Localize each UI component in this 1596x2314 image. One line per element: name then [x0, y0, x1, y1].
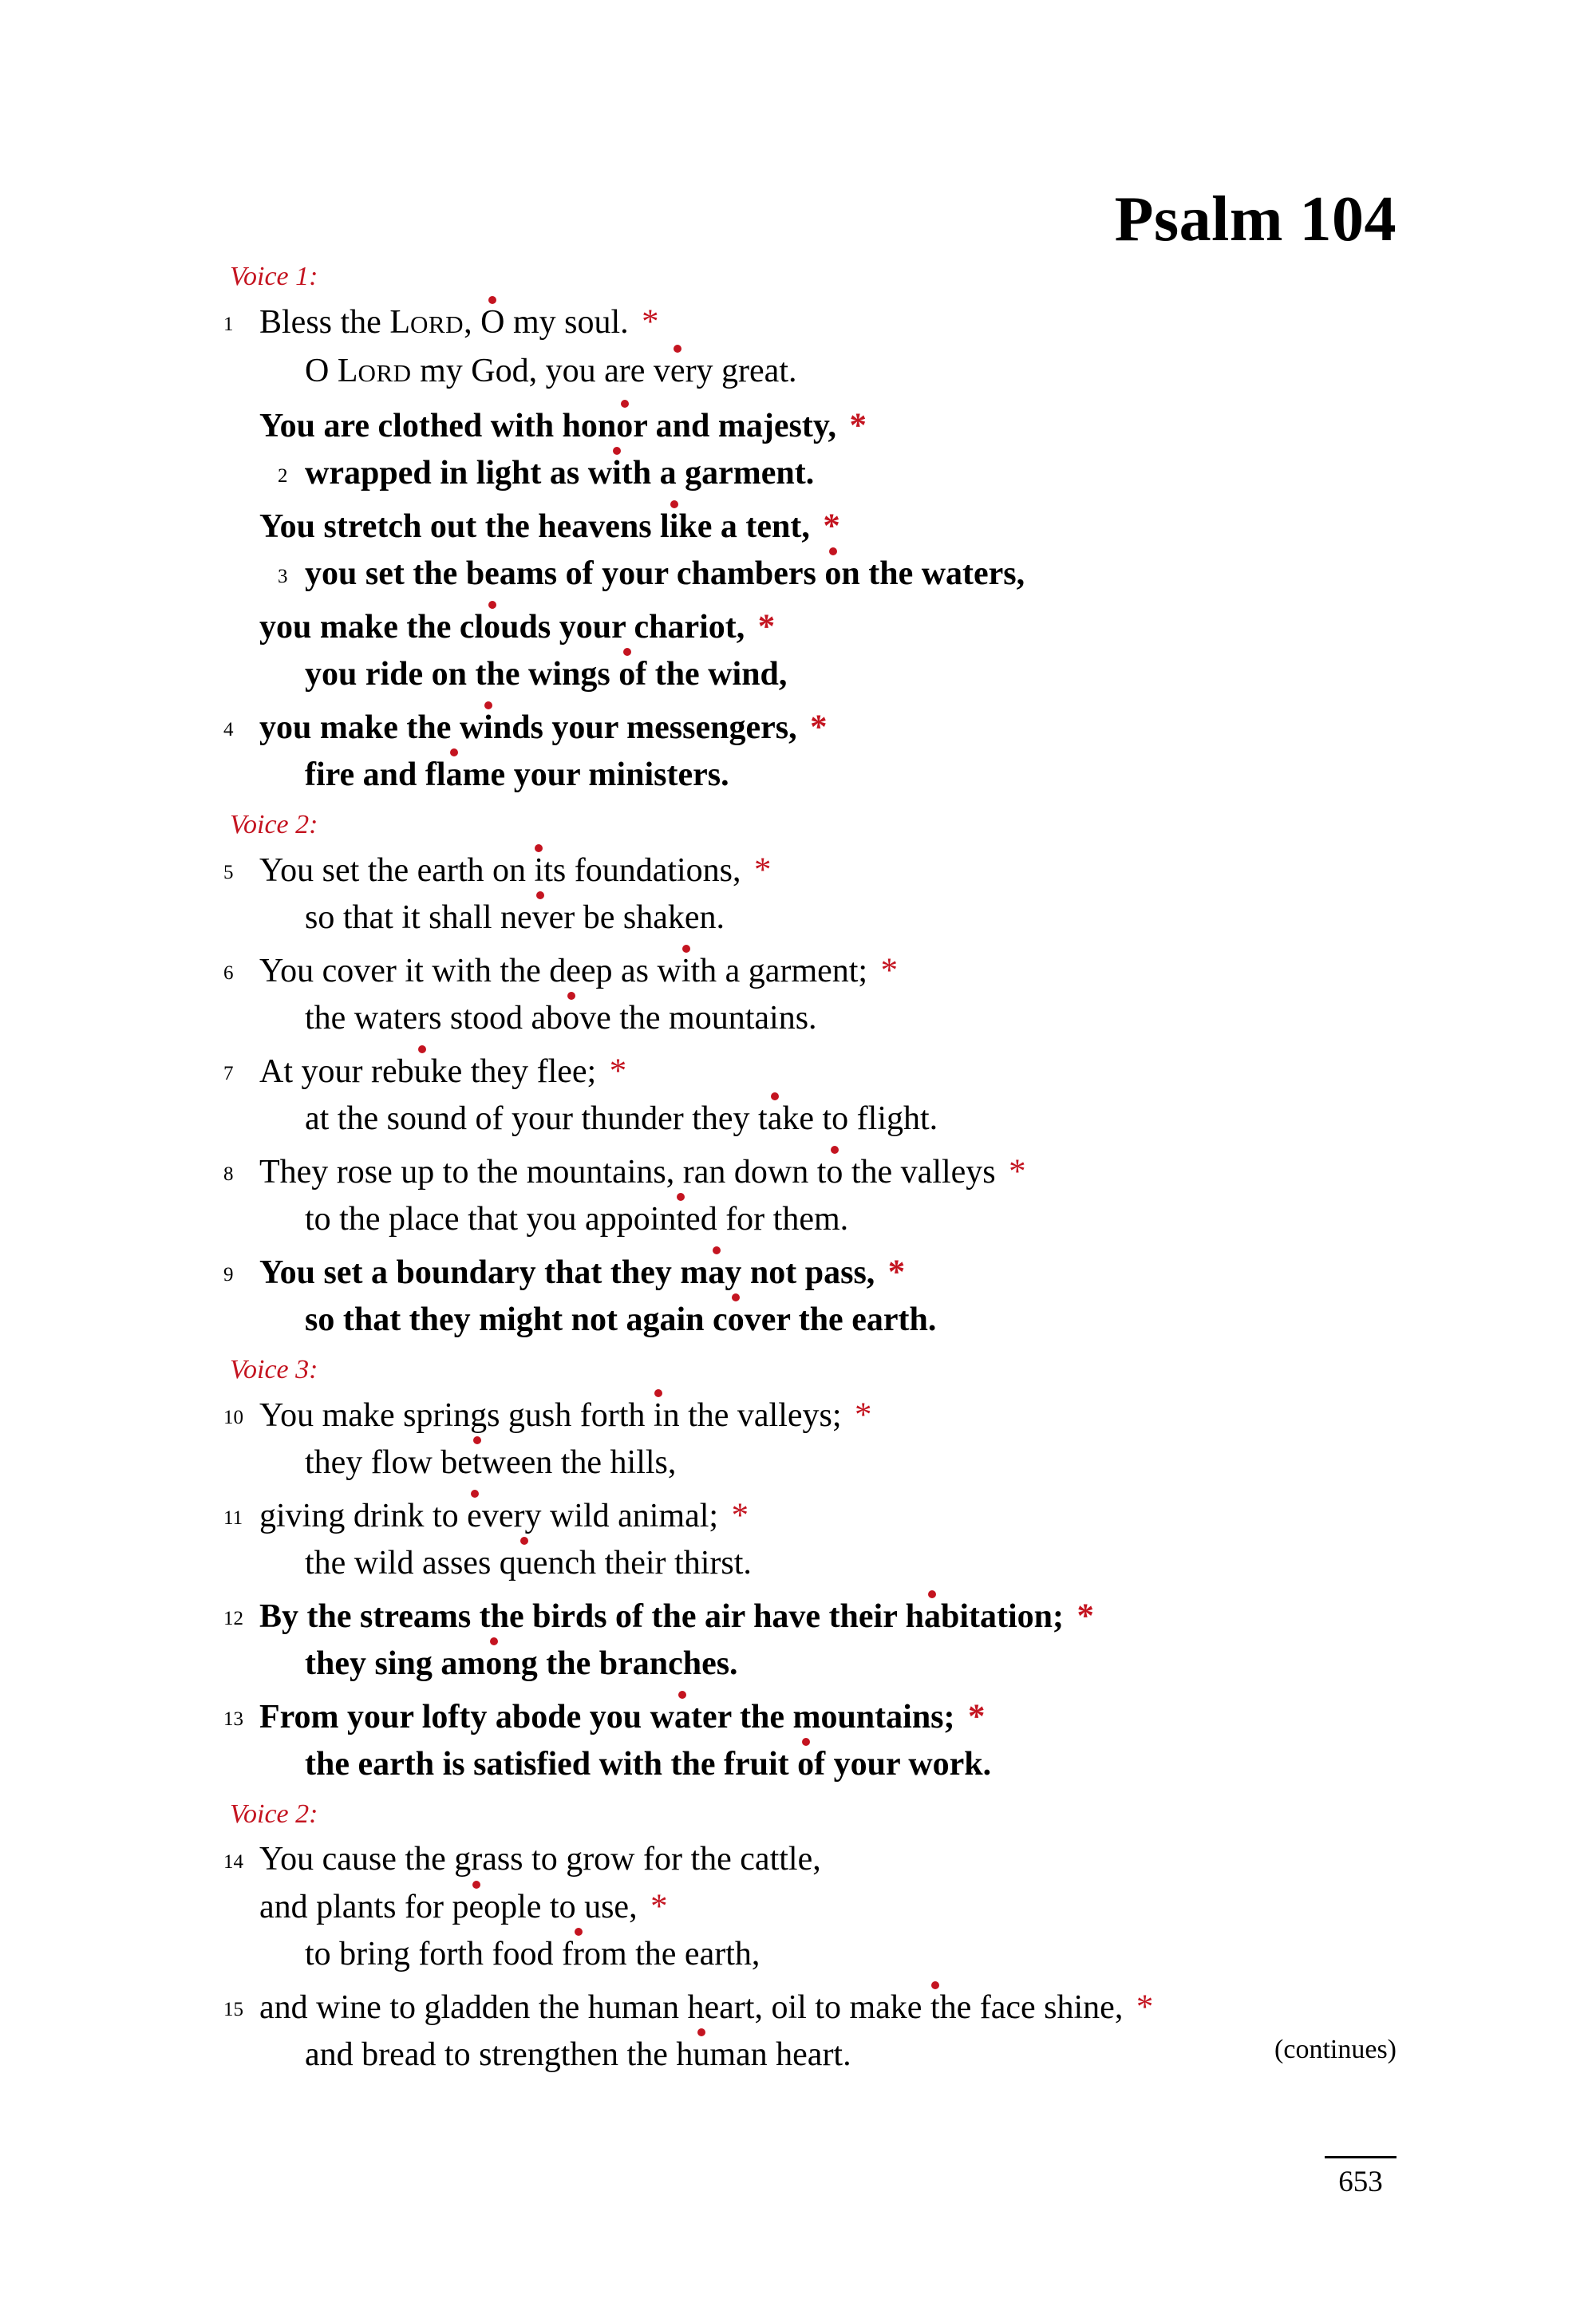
chant-point-dot: O [480, 304, 505, 341]
verse-line [223, 1593, 1396, 1641]
divine-name-small-caps-part: ORD [358, 359, 412, 387]
verse-text: and plants for people to use, * [259, 1888, 668, 1925]
verse-asterisk: * [642, 303, 659, 341]
verse-text: You set a boundary that they may not pass, * [259, 1254, 906, 1291]
verse-asterisk: * [1136, 1988, 1154, 2026]
page-number: 653 [1338, 2166, 1383, 2198]
chant-point-dot: a [708, 1254, 725, 1291]
verse-text: to the place that you appointed for them. [305, 1201, 849, 1238]
verse-line [230, 1439, 1396, 1487]
psalm-verse [230, 603, 1396, 698]
verse-line [230, 402, 1396, 450]
verse-asterisk: * [650, 1888, 668, 1925]
verse-text: the waters stood above the mountains. [305, 1000, 817, 1037]
chant-point-dot: t [676, 1201, 686, 1238]
psalm-verse [223, 947, 1396, 1042]
verse-number: 14 [223, 1851, 243, 1873]
verse-text: You cover it with the deep as with a garment; * [259, 952, 899, 989]
verse-line [223, 847, 1396, 894]
chant-point-dot: e [468, 1889, 484, 1925]
verse-line [230, 1931, 1396, 1978]
chant-point-dot: t [472, 1444, 482, 1481]
verse-line [230, 1096, 1396, 1143]
verse-line [230, 1196, 1396, 1243]
verse-number: 10 [223, 1407, 243, 1428]
chant-point-dot: a [923, 1598, 941, 1635]
page-footer [1325, 2156, 1396, 2199]
verse-number: 13 [223, 1708, 243, 1730]
psalm-verse [223, 1249, 1396, 1344]
continues-note: (continues) [1274, 2035, 1396, 2064]
verse-line [223, 1693, 1396, 1741]
chant-point-dot: o [727, 1301, 745, 1338]
psalm-verse [223, 1148, 1396, 1243]
verse-number: 7 [223, 1063, 234, 1084]
verse-text: you ride on the wings of the wind, [305, 656, 788, 693]
chant-point-dot: v [531, 899, 549, 936]
chant-point-dot: a [445, 756, 463, 793]
chant-point-dot: o [618, 656, 636, 693]
divine-name-small-caps-part: ORD [409, 310, 464, 338]
verse-text: O LORD my God, you are very great. [305, 353, 797, 389]
verse-text: to bring forth food from the earth, [305, 1936, 760, 1972]
verse-text: so that they might not again cover the earth. [305, 1301, 937, 1338]
chant-point-dot: i [653, 1397, 663, 1434]
verse-line [230, 2032, 1396, 2079]
verse-line [230, 1741, 1396, 1788]
chant-point-dot: i [612, 455, 622, 492]
verse-text: By the streams the birds of the air have their habitation; * [259, 1597, 1094, 1635]
verse-line [230, 503, 1396, 551]
verse-asterisk: * [849, 407, 867, 444]
verse-text: you set the beams of your chambers on the waters, [305, 555, 1025, 592]
verse-line [230, 894, 1396, 942]
verse-number: 1 [223, 314, 234, 335]
chant-point-dot: o [485, 1645, 503, 1682]
chant-point-dot: o [824, 555, 842, 592]
verse-line [230, 551, 1396, 598]
chant-point-dot: u [516, 1545, 533, 1581]
verse-asterisk: * [609, 1052, 627, 1090]
verse-asterisk: * [1077, 1597, 1094, 1635]
psalm-verse [223, 298, 1396, 397]
verse-text: You stretch out the heavens like a tent, * [259, 507, 840, 545]
verse-number: 12 [223, 1608, 243, 1629]
verse-line [230, 1883, 1396, 1931]
psalm-verse [223, 1048, 1396, 1143]
verse-number: 3 [278, 566, 288, 587]
chant-point-dot: a [674, 1699, 691, 1736]
verse-line [223, 1048, 1396, 1096]
chant-point-dot: r [572, 1936, 584, 1972]
voice-label: Voice 3: [230, 1355, 318, 1384]
verse-asterisk: * [810, 709, 828, 746]
psalm-verse [223, 1984, 1396, 2079]
chant-point-dot: u [693, 2036, 710, 2073]
voice-label: Voice 2: [230, 810, 318, 839]
chant-point-dot: o [826, 1154, 843, 1191]
verse-asterisk: * [754, 851, 772, 889]
verse-asterisk: * [968, 1698, 986, 1736]
verse-line [230, 1297, 1396, 1344]
verse-asterisk: * [1009, 1153, 1026, 1191]
verse-asterisk: * [887, 1254, 906, 1291]
verse-text: they sing among the branches. [305, 1645, 738, 1682]
psalm-title: Psalm 104 [1114, 184, 1396, 255]
chant-point-dot: a [767, 1100, 783, 1137]
psalm-verse [223, 704, 1396, 799]
chant-point-dot: t [930, 1989, 940, 2026]
verse-line [223, 704, 1396, 752]
voice-label: Voice 2: [230, 1799, 318, 1829]
verse-text: giving drink to every wild animal; * [259, 1497, 749, 1534]
verse-line [223, 1836, 1396, 1883]
verse-text: Bless the LORD, O my soul. * [259, 303, 659, 341]
verse-text: so that it shall never be shaken. [305, 899, 725, 936]
voice-label: Voice 1: [230, 262, 318, 291]
verse-number: 8 [223, 1163, 234, 1185]
chant-point-dot: i [681, 953, 691, 989]
verse-line [230, 651, 1396, 698]
verse-line [223, 947, 1396, 995]
verse-line [223, 1984, 1396, 2032]
verse-text: at the sound of your thunder they take to flight. [305, 1100, 938, 1137]
verse-number: 5 [223, 862, 234, 883]
verse-number: 9 [223, 1264, 234, 1285]
chant-point-dot: i [669, 508, 679, 545]
chant-point-dot: e [467, 1498, 482, 1534]
verse-text: and wine to gladden the human heart, oil to make the face shine, * [259, 1988, 1154, 2026]
chant-point-dot: e [670, 353, 685, 389]
verse-line [223, 1492, 1396, 1540]
psalm-verse [223, 1392, 1396, 1487]
verse-text: wrapped in light as with a garment. [305, 455, 815, 492]
verse-text: You are clothed with honor and majesty, * [259, 407, 867, 444]
verse-asterisk: * [880, 952, 899, 989]
verse-text: and bread to strengthen the human heart. [305, 2036, 851, 2073]
psalm-verse [223, 1836, 1396, 1978]
verse-line [223, 1392, 1396, 1439]
verse-text: You make springs gush forth in the valleys; * [259, 1396, 872, 1434]
verse-line [223, 1249, 1396, 1297]
chant-point-dot: o [563, 1000, 580, 1037]
verse-asterisk: * [823, 507, 840, 545]
verse-number: 4 [223, 719, 234, 740]
psalm-verse [230, 503, 1396, 598]
verse-number: 6 [223, 962, 234, 984]
chant-point-dot: u [413, 1053, 431, 1090]
verse-line [223, 1148, 1396, 1196]
psalm-verse [223, 1492, 1396, 1587]
divine-name-small-caps: LORD [389, 304, 464, 341]
verse-text: fire and flame your ministers. [305, 756, 729, 793]
verse-text: You cause the grass to grow for the cattle, [259, 1841, 821, 1878]
verse-text: you make the winds your messengers, * [259, 709, 828, 746]
verse-asterisk: * [757, 608, 776, 646]
chant-point-dot: o [797, 1746, 815, 1783]
verse-line [230, 1540, 1396, 1587]
psalm-verse [223, 1593, 1396, 1688]
verse-text: They rose up to the mountains, ran down to the valleys * [259, 1153, 1026, 1191]
verse-number: 15 [223, 1999, 243, 2020]
verse-text: they flow between the hills, [305, 1444, 677, 1481]
verse-text: From your lofty abode you water the mountains; * [259, 1698, 986, 1736]
verse-line [230, 603, 1396, 651]
verse-asterisk: * [855, 1396, 872, 1434]
verse-line [223, 298, 1396, 348]
divine-name-small-caps: LORD [337, 353, 412, 389]
chant-point-dot: i [534, 852, 544, 889]
verse-line [230, 450, 1396, 497]
verse-asterisk: * [731, 1497, 749, 1534]
verse-line [230, 995, 1396, 1042]
verse-text: You set the earth on its foundations, * [259, 851, 772, 889]
verse-text: At your rebuke they flee; * [259, 1052, 627, 1090]
chant-point-dot: o [616, 408, 634, 444]
verse-number: 11 [223, 1507, 243, 1529]
psalm-verse [230, 402, 1396, 497]
verse-text: the earth is satisfied with the fruit of your work. [305, 1746, 992, 1783]
verse-text: you make the clouds your chariot, * [259, 608, 776, 646]
verse-text: the wild asses quench their thirst. [305, 1545, 752, 1581]
chant-point-dot: i [484, 709, 493, 746]
verse-number: 2 [278, 465, 288, 487]
psalm-body [223, 260, 1396, 2084]
verse-line [230, 348, 1396, 397]
psalm-verse [223, 847, 1396, 942]
verse-line [230, 1641, 1396, 1688]
psalm-verse [223, 1693, 1396, 1788]
chant-point-dot: o [484, 609, 501, 646]
verse-line [230, 752, 1396, 799]
